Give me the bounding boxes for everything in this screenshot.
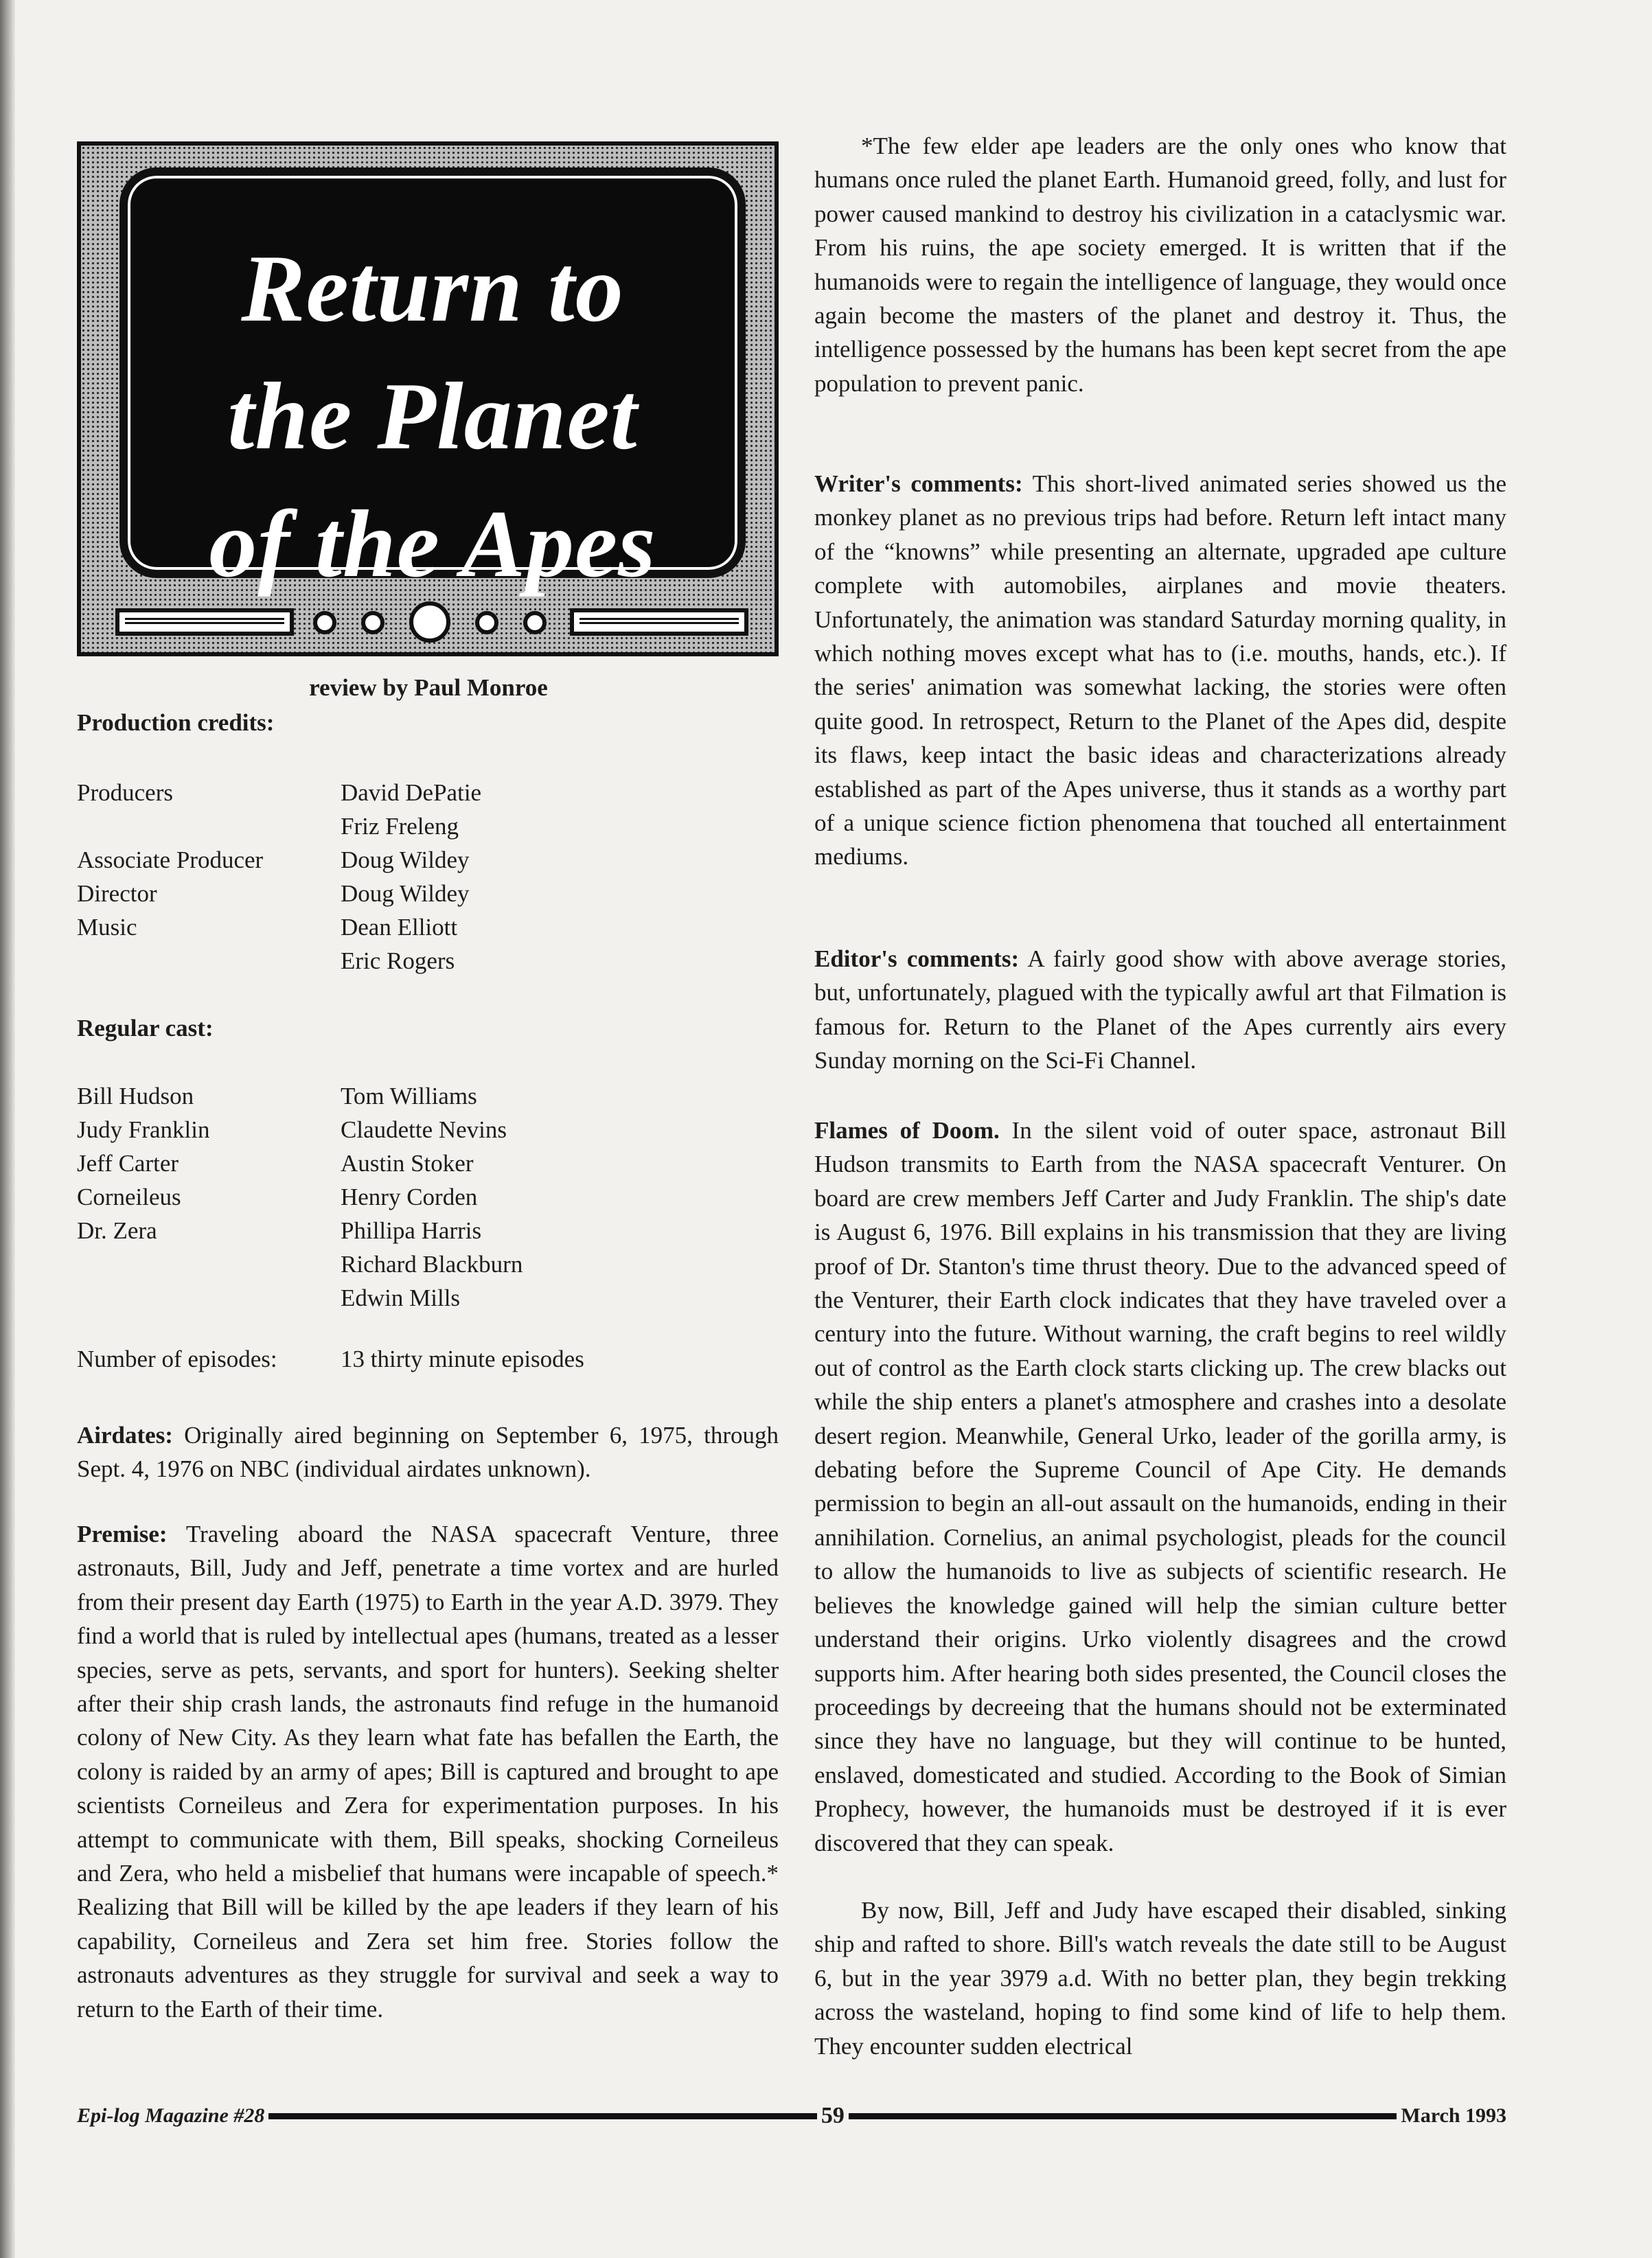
production-credit-row (77, 809, 629, 843)
credit-role (77, 809, 341, 843)
credit-name: Eric Rogers (341, 947, 455, 974)
footer-rule (849, 2113, 1397, 2119)
magazine-name: Epi-log Magazine #28 (77, 2104, 265, 2127)
byline: review by Paul Monroe (309, 674, 548, 701)
episode-count (77, 1346, 584, 1373)
credit-role: Bill Hudson (77, 1083, 194, 1109)
credit-name: Richard Blackburn (341, 1251, 523, 1278)
credit-role (77, 944, 341, 978)
tv-knob-icon (313, 611, 336, 634)
production-credit-row (77, 944, 629, 978)
footnote-paragraph: *The few elder ape leaders are the only ones who know that humans once ruled the planet Earth. Humanoid greed, folly, and lust for power caused mankind to destroy his civilization in a cataclysmic war. From his ruins, the ape society emerged. It is written that if the humanoids were to regain the intelligence of language, they would once again become the masters of the planet and destroy it. Thus, the intelligence possessed by the humans has been kept secret from the ape population to prevent panic. (814, 133, 1506, 397)
production-credit-row (77, 776, 629, 809)
credit-name: Doug Wildey (341, 846, 470, 873)
tv-controls (81, 599, 775, 643)
credit-name: Austin Stoker (341, 1150, 474, 1177)
airdates-paragraph (77, 1418, 779, 1486)
premise-text: Traveling aboard the NASA spacecraft Venture, three astronauts, Bill, Judy and Jeff, penetrate a time vortex and are hurled from their present day Earth (1975) to Earth in the year A.D. 3979. They find a world that is ruled by intellectual apes (humans, treated as a lesser species, serve as pets, servants, and sport for hunters). Seeking shelter after their ship crash lands, the astronauts find refuge in the humanoid colony of New City. As they learn what fate has befallen the Earth, the colony is raided by an army of apes; Bill is captured and brought to ape scientists Corneileus and Zera for experimentation purposes. In his attempt to communicate with them, Bill speaks, shocking Corneileus and Zera, who held a misbelief that humans were incapable of speech.* Realizing that Bill will be killed by the ape leaders if they learn of his capability, Corneileus and Zera set him free. Stories follow the astronauts adventures as they struggle for survival and seek a way to return to the Earth of their time. (77, 1521, 779, 2023)
editors-comments-label: Editor's comments: (814, 945, 1020, 972)
writers-comments-text: This short-lived animated series showed us the monkey planet as no previous trips had before. Return left intact many of the “knowns” while presenting an alternate, upgraded ape culture complete with automobiles, airplanes and movie theaters. Unfortunately, the animation was standard Saturday morning quality, in which nothing moves except what has to (i.e. mouths, hands, etc.). If the series' animation was somewhat lacking, the stories were often quite good. In retrospect, Return to the Planet of the Apes did, despite its flaws, keep intact the basic ideas and characterizations already established as part of the Apes universe, thus it stands as a worthy part of a unique science fiction phenomena that touched all entertainment mediums. (814, 470, 1506, 871)
credit-role (77, 1281, 341, 1315)
tv-speaker-right (570, 608, 748, 636)
flames-of-doom-continued: By now, Bill, Jeff and Judy have escaped their disabled, sinking ship and rafted to shore. Bill's watch reveals the date still to be August 6, but in the year 3979 a.d. With no better plan, they begin trekking across the wasteland, hoping to find some kind of life to help them. They encounter sudden electrical (814, 1897, 1506, 2060)
editors-comments-text: A fairly good show with above average stories, but, unfortunately, plagued with the typically awful art that Filmation is famous for. Return to the Planet of the Apes currently airs every Sunday morning on the Sci-Fi Channel. (814, 945, 1506, 1074)
page-footer (77, 2102, 1506, 2130)
credit-role: Corneileus (77, 1184, 181, 1210)
tv-knob-icon (523, 611, 547, 634)
title-tv-graphic (77, 141, 779, 656)
title-line: of the Apes (209, 491, 656, 597)
credit-role: Judy Franklin (77, 1116, 210, 1143)
production-credits-list (77, 776, 629, 978)
credit-name: Phillipa Harris (341, 1217, 482, 1244)
credit-name: Claudette Nevins (341, 1116, 507, 1143)
tv-dial-icon (409, 601, 450, 643)
issue-date: March 1993 (1401, 2104, 1507, 2127)
credit-name: Henry Corden (341, 1184, 478, 1210)
credit-name: Friz Freleng (341, 813, 459, 840)
credit-name: David DePatie (341, 779, 482, 806)
tv-speaker-left (115, 608, 294, 636)
page-number: 59 (821, 2103, 845, 2128)
episodes-label: Number of episodes: (77, 1346, 277, 1372)
cast-row (77, 1281, 629, 1315)
cast-list (77, 1079, 629, 1315)
article-title (128, 225, 737, 608)
episodes-value: 13 thirty minute episodes (341, 1346, 584, 1372)
cast-heading: Regular cast: (77, 1015, 214, 1041)
footer-rule (268, 2113, 817, 2119)
cast-row (77, 1079, 629, 1113)
cast-row (77, 1113, 629, 1147)
episode-title: Flames of Doom. (814, 1117, 1000, 1144)
tv-knob-icon (361, 611, 385, 634)
premise-label: Premise: (77, 1521, 168, 1547)
cast-row (77, 1180, 629, 1214)
production-credit-row (77, 877, 629, 910)
tv-knob-icon (475, 611, 498, 634)
page-binding-shadow (0, 0, 15, 2258)
production-credit-row (77, 843, 629, 877)
cast-row (77, 1147, 629, 1180)
production-credit-row (77, 910, 629, 944)
credit-role: Dr. Zera (77, 1217, 157, 1244)
credit-name: Doug Wildey (341, 880, 470, 907)
tv-screen (124, 172, 742, 597)
credit-role: Music (77, 914, 137, 941)
writers-comments-label: Writer's comments: (814, 470, 1023, 497)
credit-role: Director (77, 880, 157, 907)
premise-paragraph (77, 1517, 779, 2026)
editors-comments-paragraph (814, 942, 1506, 1078)
credit-name: Dean Elliott (341, 914, 458, 941)
credit-role (77, 1247, 341, 1281)
airdates-text: Originally aired beginning on September 6, 1975, through Sept. 4, 1976 on NBC (individual airdates unknown). (77, 1422, 779, 1483)
credit-name: Edwin Mills (341, 1284, 461, 1311)
episode-synopsis: In the silent void of outer space, astronaut Bill Hudson transmits to Earth from the NASA spacecraft Venturer. On board are crew members Jeff Carter and Judy Franklin. The ship's date is August 6, 1976. Bill explains in his transmission that they are living proof of Dr. Stanton's time thrust theory. Due to the advanced speed of the Venturer, their Earth clock indicates that they have traveled over a century into the future. Without warning, the craft begins to reel wildly out of control as the Earth clock starts clicking up. The crew blacks out while the ship enters a planet's atmosphere and crashes into a desolate desert region. Meanwhile, General Urko, leader of the gorilla army, is debating before the Supreme Council of Ape City. He demands permission to begin an all-out assault on the humanoids, ending in their annihilation. Cornelius, an animal psychologist, pleads for the council to allow the humanoids to live as subjects of scientific research. He believes the knowledge gained will help the simian culture better understand their origins. Urko violently disagrees and the crowd supports him. After hearing both sides presented, the Council closes the proceedings by decreeing that the humans should not be exterminated since they have no language, but they will continue to be hunted, enslaved, domesticated and studied. According to the Book of Simian Prophecy, however, the humanoids must be destroyed if it is ever discovered that they can speak. (814, 1117, 1506, 1856)
production-credits-heading: Production credits: (77, 709, 275, 736)
credit-name: Tom Williams (341, 1083, 477, 1109)
title-line: the Planet (227, 363, 638, 470)
title-line: Return to (241, 235, 624, 342)
airdates-label: Airdates: (77, 1422, 173, 1449)
credit-role: Producers (77, 779, 173, 806)
credit-role: Jeff Carter (77, 1150, 179, 1177)
flames-of-doom-paragraph (814, 1114, 1506, 1860)
cast-row (77, 1214, 629, 1247)
writers-comments-paragraph (814, 467, 1506, 874)
credit-role: Associate Producer (77, 846, 264, 873)
cast-row (77, 1247, 629, 1281)
